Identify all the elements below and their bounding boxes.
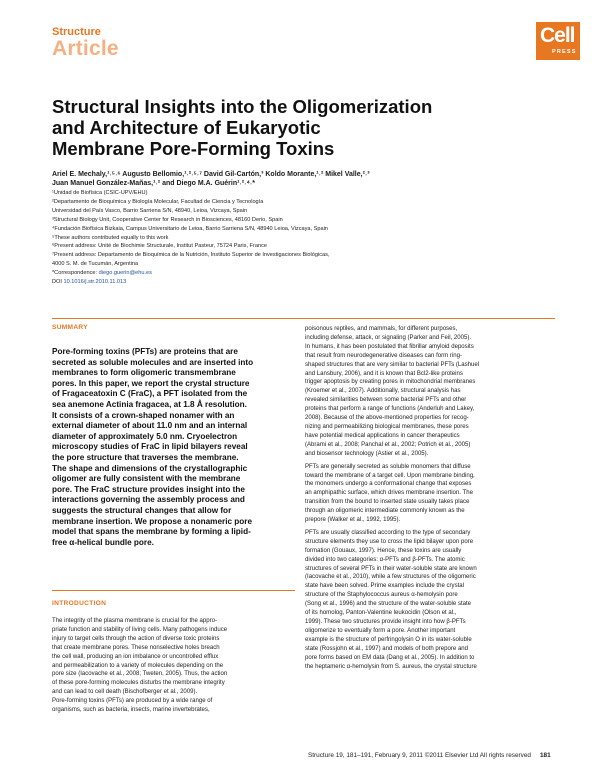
body-line: and permeabilization to a variety of molecules depending on the xyxy=(52,662,224,669)
body-line: structures of several PFTs in their water-soluble state are known xyxy=(305,565,477,572)
body-line: divided into two categories: α-PFTs and β-PFTs. The atomic xyxy=(305,556,465,563)
body-line: an amphipathic surface, which drives membrane insertion. The xyxy=(305,490,473,497)
body-line: transition from the bound to inserted state usually takes place xyxy=(305,499,470,506)
introduction-section xyxy=(52,600,295,715)
summary-line: pore. The FraC structure provides insight into the xyxy=(52,484,245,494)
body-line: priate function and stability of living cells. Many pathogens induce xyxy=(52,626,228,633)
summary-line: The shape and dimensions of the crystallographic xyxy=(52,463,248,473)
body-line: and Lansbury, 2006), and it is known that Bcl2-like proteins xyxy=(305,370,463,377)
body-line: example is the structure of perfringolysin O in its water-soluble xyxy=(305,636,472,643)
body-line: PFTs are generally secreted as soluble monomers that diffuse xyxy=(305,463,471,470)
summary-line: oligomer are fully consistent with the membrane xyxy=(52,474,241,484)
logo-word: Cell xyxy=(540,24,575,47)
summary-line: interactions governing the assembly process and xyxy=(52,495,245,505)
paragraph-3 xyxy=(305,529,555,672)
body-line: nizing and permeabilizing biological membranes, these pores xyxy=(305,423,469,430)
title-line: Membrane Pore-Forming Toxins xyxy=(52,138,335,159)
doi-line xyxy=(52,278,572,287)
body-line: toward the membrane of a target cell. Upon membrane binding, xyxy=(305,472,475,479)
affiliation-line: 4000 S. M. de Tucumán, Argentina xyxy=(52,261,139,268)
body-line: (Abrami et al., 2008; Panchal et al., 2002; Potrich et al., 2005) xyxy=(305,441,471,448)
body-line: revealed similarities between some bacterial PFTs and other xyxy=(305,397,467,404)
affiliations xyxy=(52,189,572,287)
body-line: and biosensor technology (Astier et al., 2005). xyxy=(305,450,429,457)
body-line: of its homolog, Panton-Valentine leukocidin (Olson et al., xyxy=(305,610,457,617)
body-line: that result from neurodegenerative diseases can form ring- xyxy=(305,352,462,359)
affiliation-line: ¹Unidad de Biofísica (CSIC-UPV/EHU) xyxy=(52,190,148,196)
summary-section xyxy=(52,324,295,548)
paragraph-1 xyxy=(305,325,555,459)
body-line: the cell wall, producing an ion imbalance or uncontrolled efflux xyxy=(52,653,219,660)
body-line: that create membrane pores. These nonselective holes breach xyxy=(52,644,220,651)
body-line: state have been solved. Prime examples include the crystal xyxy=(305,583,464,590)
summary-line: the pore structure that traverses the membrane. xyxy=(52,452,239,462)
author-line: Juan Manuel González-Mañas,¹˒² and Diego M.A. Guérin¹˒²˒⁴˒* xyxy=(52,180,255,188)
summary-line: Pore-forming toxins (PFTs) are proteins that are xyxy=(52,347,238,356)
body-line: the heptameric α-hemolysin from S. aureus, the crystal structure xyxy=(305,663,477,670)
summary-line: membranes to form oligomeric transmembrane xyxy=(52,368,236,378)
section-divider xyxy=(52,590,295,591)
summary-line: diameter of approximately 5.0 nm. Cryoelectron xyxy=(52,431,238,441)
body-line: oligomerize to eventually form a pore. Another important xyxy=(305,627,456,634)
summary-line: of Fragaceatoxin C (FraC), a PFT isolated from the xyxy=(52,389,248,399)
body-line: structure elements they use to cross the lipid bilayer upon pore xyxy=(305,538,474,545)
introduction-text xyxy=(52,617,295,715)
summary-line: pores. In this paper, we report the crystal structure xyxy=(52,378,250,388)
affiliation-line: ³Structural Biology Unit, Cooperative Center for Research in Biosciences, 48160 Derio, Spain xyxy=(52,216,283,223)
body-line: through an oligomeric intermediate commonly known as the xyxy=(305,508,465,515)
affiliation-line: ⁴Fundación Biofísica Bizkaia, Campus Universitario de Leioa, Barrio Sarriena S/N, 48940 Leioa, Vizcaya, Spain xyxy=(52,225,328,232)
body-line: The integrity of the plasma membrane is crucial for the appro- xyxy=(52,618,218,624)
body-line: the monomers undergo a conformational change that exposes xyxy=(305,481,472,488)
summary-heading: SUMMARY xyxy=(52,324,88,331)
summary-line: It consists of a crown-shaped nonamer with an xyxy=(52,410,235,420)
summary-line: membrane insertion. We propose a nonameric pore xyxy=(52,516,253,526)
body-line: injury to target cells through the action of diverse toxic proteins xyxy=(52,635,220,642)
affiliation-line: Universidad del País Vasco, Barrio Sarriena S/N, 48940, Leioa, Vizcaya, Spain xyxy=(52,207,248,214)
body-line: state (Rossjohn et al., 1997) and models of both prepore and xyxy=(305,645,469,652)
body-line: structure of the Staphylococcus aureus α-hemolysin pore xyxy=(305,592,458,599)
body-line: have potential medical applications in cancer therapeutics xyxy=(305,432,460,439)
footer-citation: Structure 19, 181–191, February 9, 2011 ©2011 Elsevier Ltd All rights reserved xyxy=(308,752,531,759)
summary-line: external diameter of about 11.0 nm and an internal xyxy=(52,421,248,431)
right-column xyxy=(305,325,555,671)
body-line: 1999). These two structures provide insight into how β-PFTs xyxy=(305,619,466,625)
correspondence-label: *Correspondence: xyxy=(52,270,99,277)
body-line: (Kroemer et al., 2007). Additionally, structural analysis has xyxy=(305,388,461,395)
page-number: 181 xyxy=(540,752,551,759)
body-line: including defense, attack, or signaling (Parker and Feil, 2005). xyxy=(305,334,472,341)
body-line: shaped structures that are very similar to bacterial PFTs (Lashuel xyxy=(305,361,480,368)
body-line: (Iacovache et al., 2010), while a few structures of the oligomeric xyxy=(305,574,476,581)
body-line: In humans, it has been postulated that fibrillar amyloid deposits xyxy=(305,343,474,350)
affiliation-line: ⁷Present address: Departamento de Bioquímica de la Nutrición, Instituto Superior de Investigaciones Biológicas, xyxy=(52,252,330,259)
body-line: poisonous reptiles, and mammals, for different purposes, xyxy=(305,326,458,332)
body-line: of these pore-forming molecules disturbs the membrane integrity xyxy=(52,680,225,687)
affiliation-line: ⁶Present address: Unité de Biochimie Structurale, Institut Pasteur, 75724 Paris, France xyxy=(52,243,267,250)
body-line: pore forms based on EM data (Dang et al., 2005). In addition to xyxy=(305,654,475,661)
doi-label: DOI xyxy=(52,279,64,286)
article-type-label: Article xyxy=(52,37,119,60)
body-line: Pore-forming toxins (PFTs) are produced by a wide range of xyxy=(52,698,213,705)
introduction-heading: INTRODUCTION xyxy=(52,600,107,607)
title-line: Structural Insights into the Oligomerization xyxy=(52,96,433,117)
body-line: 2008). Because of the above-mentioned properties for recog- xyxy=(305,415,469,422)
summary-line: suggests the structural changes that allow for xyxy=(52,505,232,515)
affiliation-line: ²Departamento de Bioquímica y Biología Molecular, Facultad de Ciencia y Tecnología xyxy=(52,198,264,205)
correspondence-email-link[interactable]: diego.guerin@ehu.es xyxy=(98,270,152,277)
body-line: (Song et al., 1996) and the structure of the water-soluble state xyxy=(305,601,472,608)
body-line: pore size (Iacovache et al., 2008; Tweten, 2005). Thus, the action xyxy=(52,671,228,678)
affiliation-line: ⁵These authors contributed equally to this work xyxy=(52,234,169,241)
journal-kind-label: Structure xyxy=(52,26,101,38)
body-line: formation (Gouaux, 1997). Hence, these toxins are usually xyxy=(305,547,462,554)
body-line: and can lead to cell death (Bischofberger et al., 2009). xyxy=(52,689,198,696)
body-line: organisms, such as bacteria, insects, marine invertebrates, xyxy=(52,707,210,714)
cell-press-logo xyxy=(536,22,580,60)
title-line: and Architecture of Eukaryotic xyxy=(52,117,321,138)
paragraph-2 xyxy=(305,463,555,525)
author-list xyxy=(52,170,552,188)
article-title xyxy=(52,96,492,159)
author-line: Ariel E. Mechaly,¹˒⁵˒⁶ Augusto Bellomio,¹˒²˒⁵˒⁷ David Gil-Cartón,³ Koldo Morante,¹˒² Mikel Valle,²˒³ xyxy=(52,171,370,178)
summary-line: free α-helical bundle pore. xyxy=(52,537,154,547)
summary-line: model that spans the membrane by forming a lipid- xyxy=(52,527,251,537)
logo-press: PRESS xyxy=(552,49,577,55)
body-line: PFTs are usually classified according to the type of secondary xyxy=(305,529,471,536)
summary-line: sea anemone Actinia fragacea, at 1.8 Å resolution. xyxy=(52,399,247,409)
summary-line: microscopy studies of FraC in lipid bilayers reveal xyxy=(52,442,248,452)
body-line: trigger apoptosis by creating pores in mitochondrial membranes xyxy=(305,379,476,386)
body-line: proteins that perform a range of functions (Anderluh and Lakey, xyxy=(305,406,475,413)
doi-link[interactable]: 10.1016/j.str.2010.11.013 xyxy=(63,279,127,286)
summary-line: secreted as soluble molecules and are inserted into xyxy=(52,357,254,367)
page-footer xyxy=(308,752,556,759)
summary-text xyxy=(52,347,295,548)
correspondence-line xyxy=(52,269,572,278)
body-line: prepore (Walker et al., 1992, 1995). xyxy=(305,517,401,524)
section-divider xyxy=(52,318,555,319)
